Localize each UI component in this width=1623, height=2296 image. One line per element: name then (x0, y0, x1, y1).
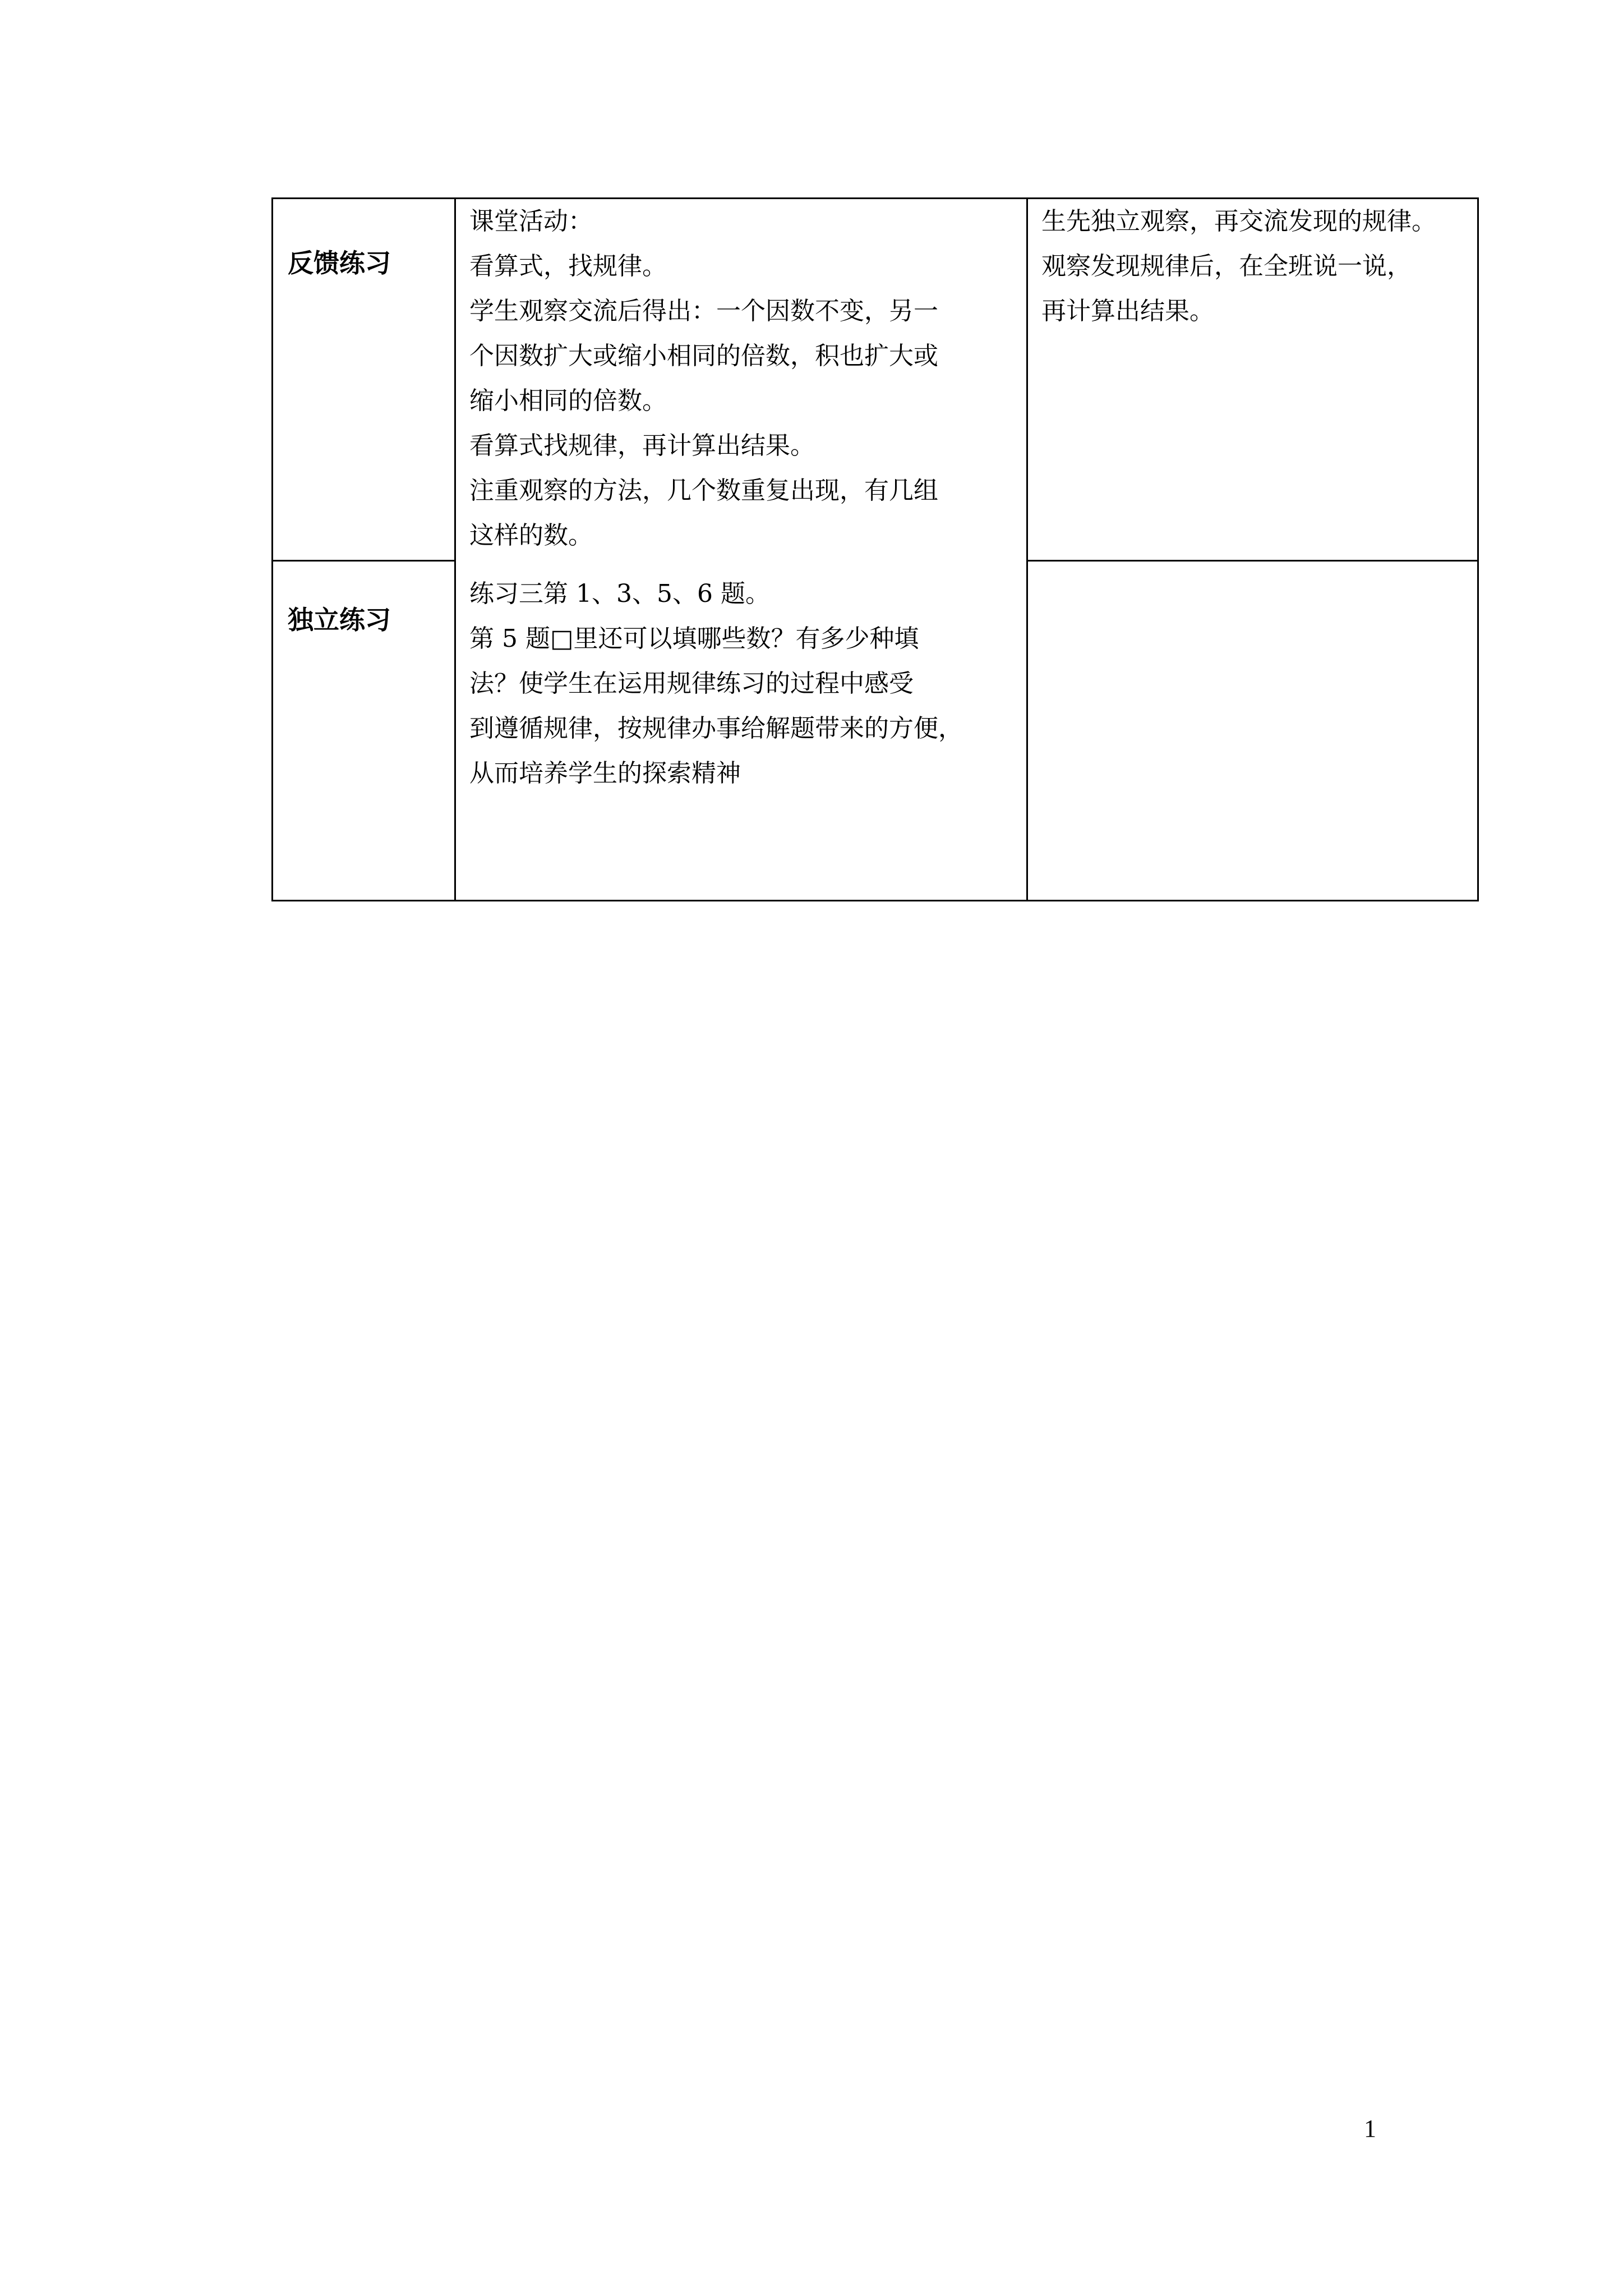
student-activity-cell-feedback (1027, 199, 1478, 561)
text-line: 再计算出结果。 (1041, 297, 1214, 325)
text-line: 练习三第 1、3、5、6 题。 (469, 579, 770, 608)
text-line: 注重观察的方法，几个数重复出现，有几组 (469, 476, 938, 505)
text-line: 第 5 题□里还可以填哪些数？有多少种填 (469, 624, 919, 653)
text-line: 从而培养学生的探索精神 (469, 759, 741, 788)
row-label: 反馈练习 (288, 248, 391, 278)
row-label: 独立练习 (288, 605, 391, 635)
label-cell-feedback-practice (273, 199, 455, 561)
label-cell-independent-practice (273, 561, 455, 901)
text-line: 个因数扩大或缩小相同的倍数，积也扩大或 (469, 342, 938, 370)
text-line: 这样的数。 (469, 521, 593, 550)
independent-practice-content (469, 560, 1013, 796)
student-activity-cell-independent (1027, 561, 1478, 901)
table-row-feedback-practice (273, 199, 1478, 561)
text-line: 生先独立观察，再交流发现的规律。 (1041, 207, 1436, 236)
text-line: 观察发现规律后，在全班说一说， (1041, 252, 1412, 280)
feedback-practice-content (469, 199, 1013, 560)
student-activity-content (1041, 199, 1470, 334)
text-line: 看算式找规律，再计算出结果。 (469, 431, 815, 460)
text-line: 学生观察交流后得出：一个因数不变，另一 (469, 297, 938, 325)
page-number: 1 (1364, 2115, 1376, 2142)
text-line: 到遵循规律，按规律办事给解题带来的方便， (469, 714, 963, 743)
lesson-plan-table (271, 197, 1479, 901)
activity-description-cell (455, 199, 1027, 901)
text-line: 看算式，找规律。 (469, 252, 667, 280)
text-line: 缩小相同的倍数。 (469, 386, 667, 415)
text-line: 课堂活动： (469, 207, 593, 236)
text-line: 法？使学生在运用规律练习的过程中感受 (469, 669, 914, 698)
